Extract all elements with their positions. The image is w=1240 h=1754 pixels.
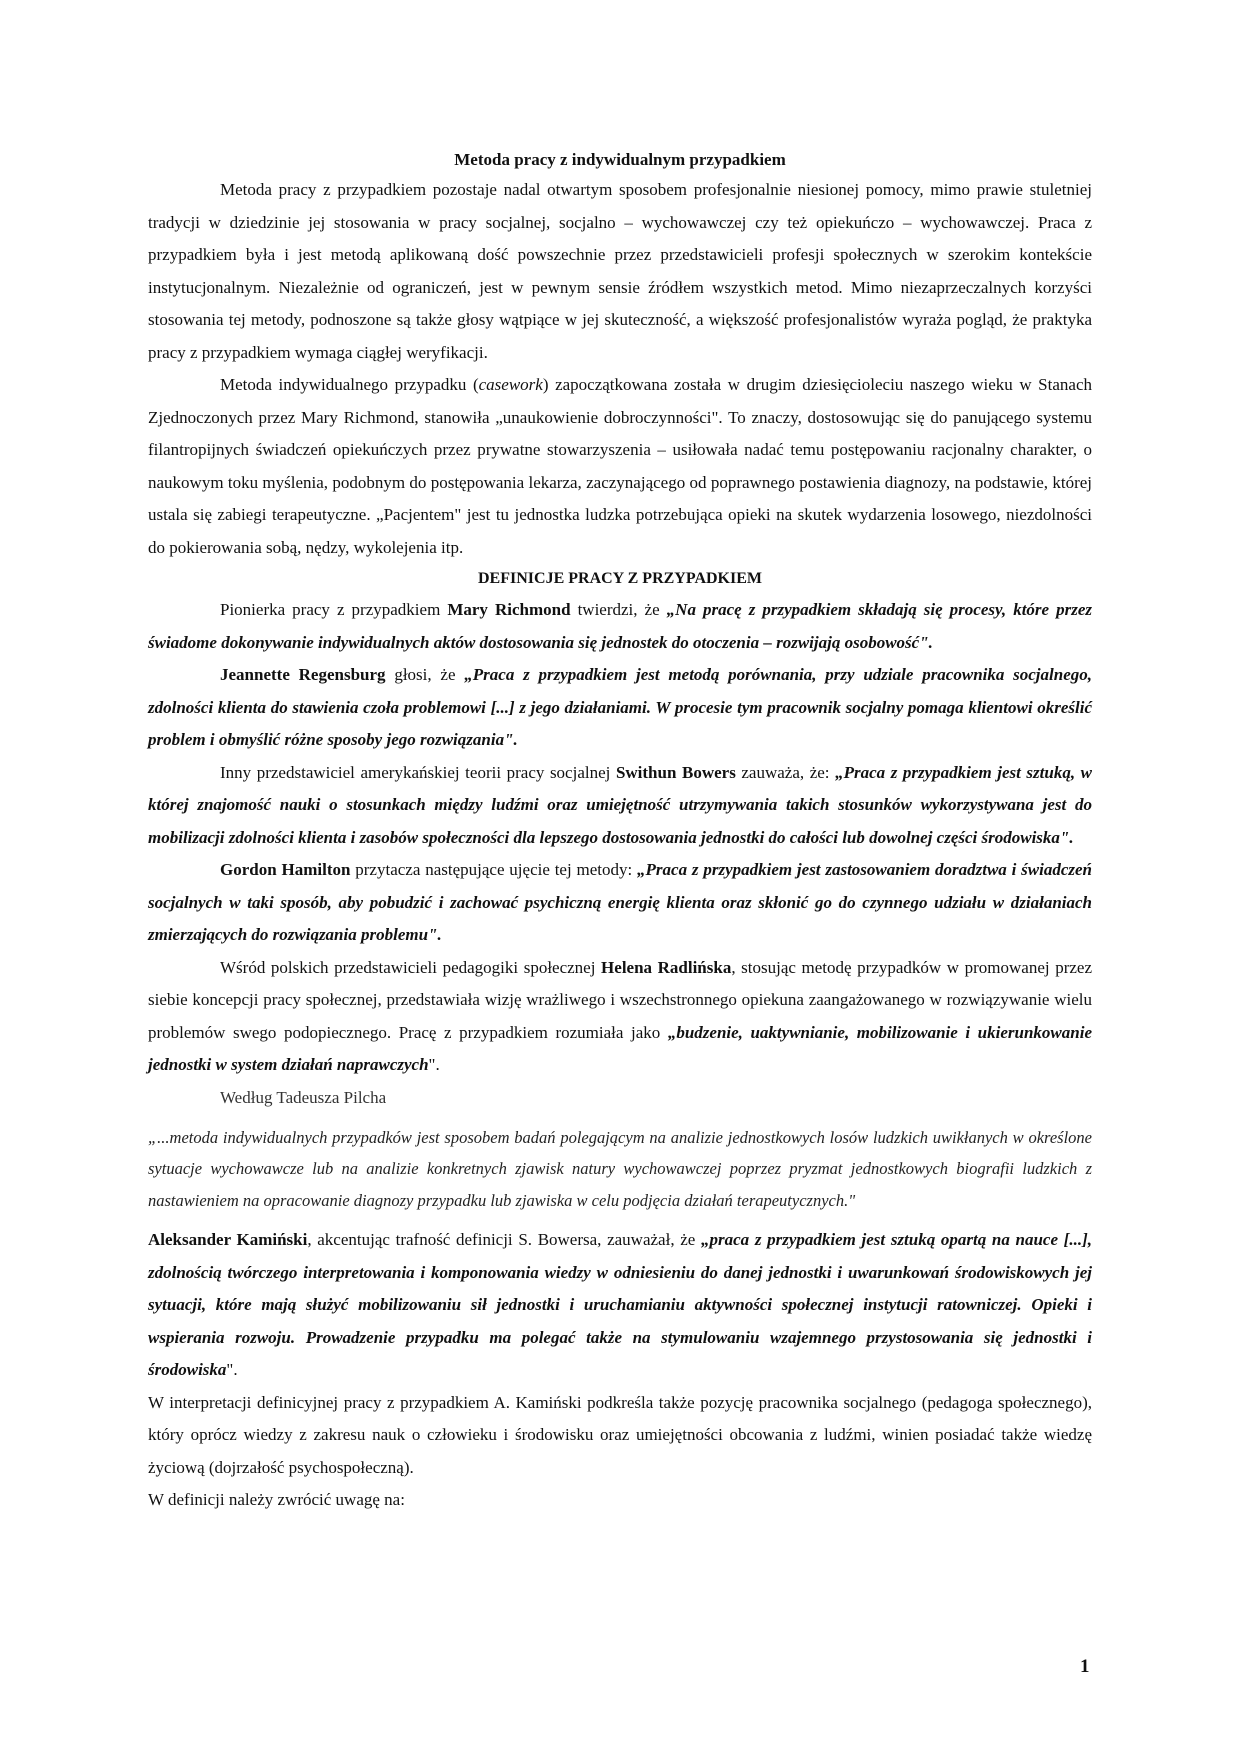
- author-name: Jeannette Regensburg: [220, 665, 386, 684]
- definition-quote: „Praca z przypadkiem jest sztuką, w której znajomość nauki o stosunkach między ludźmi oraz umiejętność utrzymywania takich stosunków wykorzystywana jest do mobilizacji zdolności klienta i zasobów społeczności dla lepszego dostosowania jednostki do całości lub dowolnej części środowiska".: [148, 762, 1092, 847]
- pilch-quote: „...metoda indywidualnych przypadków jest sposobem badań polegającym na analizie jednostkowych losów ludzkich uwikłanych w określone sytuacje wychowawcze lub na analizie konkretnych zjawisk natury wychowawczej poprzez pryzmat jednostkowych biografii ludzkich z nastawieniem na opracowanie diagnozy przypadku lub zjawiska w celu podjęcia działań terapeutycznych.": [148, 1127, 1092, 1210]
- paragraph-interpretation: W interpretacji definicyjnej pracy z przypadkiem A. Kamiński podkreśla także pozycję pracownika socjalnego (pedagoga społecznego), który oprócz wiedzy z zakresu nauk o człowieku i środowisku oraz umiejętności obcowania z ludźmi, winien posiadać także wiedzę życiową (dojrzałość psychospołeczną).: [148, 1392, 1092, 1477]
- definition-quote: „praca z przypadkiem jest sztuką opartą na nauce [...], zdolnością twórczego interpretowania i komponowania wiedzy w odniesieniu do danej jednostki i uwarunkowań środowiskowych jej sytuacji, które mają służyć mobilizowaniu sił jednostki i uruchamianiu aktywności społecznej instytucji ratowniczej. Opieki i wspierania rozwoju. Prowadzenie przypadku ma polegać także na stymulowaniu wzajemnego przystosowania się jednostki i środowiska: [148, 1230, 1093, 1379]
- document-page: [148, 148, 1092, 1517]
- section-heading-definitions: DEFINICJE PRACY Z PRZYPADKIEM: [478, 570, 762, 587]
- attribution-pilch: Według Tadeusza Pilcha: [220, 1087, 387, 1107]
- paragraph-richmond: Pionierka pracy z przypadkiem Mary Richmond twierdzi, że „Na pracę z przypadkiem składają się procesy, które przez świadome dokonywanie indywidualnych aktów dostosowania się jednostek do otoczenia – rozwijają osobowość".: [148, 600, 1092, 652]
- document-title: Metoda pracy z indywidualnym przypadkiem: [454, 150, 786, 169]
- page-number: 1: [1080, 1656, 1090, 1677]
- paragraph-kaminski: Aleksander Kamiński, akcentując trafność definicji S. Bowersa, zauważał, że „praca z przypadkiem jest sztuką opartą na nauce [...], zdolnością twórczego interpretowania i komponowania wiedzy w odniesieniu do danej jednostki i uwarunkowań środowiskowych jej sytuacji, które mają służyć mobilizowaniu sił jednostki i uruchamianiu aktywności społecznej instytucji ratowniczej. Opieki i wspierania rozwoju. Prowadzenie przypadku ma polegać także na stymulowaniu wzajemnego przystosowania się jednostki i środowiska".: [148, 1230, 1093, 1379]
- author-name: Aleksander Kamiński: [148, 1230, 308, 1249]
- paragraph-intro: Metoda pracy z przypadkiem pozostaje nadal otwartym sposobem profesjonalnie niesionej pomocy, mimo prawie stuletniej tradycji w dziedzinie jej stosowania w pracy socjalnej, socjalno – wychowawczej czy też opiekuńczo – wychowawczej. Praca z przypadkiem była i jest metodą aplikowaną dość powszechnie przez przedstawicieli profesji społecznych w szerokim kontekście instytucjonalnym. Niezależnie od ograniczeń, jest w pewnym sensie źródłem wszystkich metod. Mimo niezaprzeczalnych korzyści stosowania tej metody, podnoszone są także głosy wątpiące w jej skuteczność, a większość profesjonalistów wyraża pogląd, że praktyka pracy z przypadkiem wymaga ciągłej weryfikacji.: [148, 180, 1092, 362]
- paragraph-casework: Metoda indywidualnego przypadku (casework) zapoczątkowana została w drugim dziesięcioleciu naszego wieku w Stanach Zjednoczonych przez Mary Richmond, stanowiła „unaukowienie dobroczynności". To znaczy, dostosowując się do panującego systemu filantropijnych świadczeń opiekuńczych przez prywatne stowarzyszenia – usiłowała nadać temu postępowaniu racjonalny charakter, o naukowym toku myślenia, podobnym do postępowania lekarza, zaczynającego od poprawnego postawienia diagnozy, na podstawie, której ustala się zabiegi terapeutyczne. „Pacjentem" jest tu jednostka ludzka potrzebująca opieki na skutek wydarzenia losowego, niezdolności do pokierowania sobą, nędzy, wykolejenia itp.: [148, 375, 1092, 557]
- author-name: Swithun Bowers: [615, 762, 736, 782]
- paragraph-radlinska: Wśród polskich przedstawicieli pedagogiki społecznej Helena Radlińska, stosując metodę przypadków w promowanej przez siebie koncepcji pracy społecznej, przedstawiała wizję wrażliwego i wszechstronnego opiekuna zaangażowanego w rozwiązywanie wielu problemów swego podopiecznego. Pracę z przypadkiem rozumiała jako „budzenie, uaktywnianie, mobilizowanie i ukierunkowanie jednostki w system działań naprawczych".: [148, 957, 1093, 1074]
- paragraph-regensburg: Jeannette Regensburg głosi, że „Praca z przypadkiem jest metodą porównania, przy udziale pracownika socjalnego, zdolności klienta do stawienia czoła problemowi [...] z jego działaniami. W procesie tym pracownik socjalny pomaga klientowi określić problem i obmyślić różne sposoby jego rozwiązania".: [148, 665, 1092, 749]
- paragraph-definition-note: W definicji należy zwrócić uwagę na:: [148, 1490, 405, 1509]
- definition-quote: „budzenie, uaktywnianie, mobilizowanie i ukierunkowanie jednostki w system działań naprawczych: [148, 1022, 1092, 1074]
- definition-quote: „Praca z przypadkiem jest zastosowaniem doradztwa i świadczeń socjalnych w taki sposób, aby pobudzić i zachować psychiczną energię klienta oraz skłonić go do czynnego udziału w działaniach zmierzających do rozwiązania problemu".: [148, 860, 1093, 944]
- definition-quote: „Praca z przypadkiem jest metodą porównania, przy udziale pracownika socjalnego, zdolności klienta do stawienia czoła problemowi [...] z jego działaniami. W procesie tym pracownik socjalny pomaga klientowi określić problem i obmyślić różne sposoby jego rozwiązania".: [148, 665, 1092, 749]
- paragraph-bowers: Inny przedstawiciel amerykańskiej teorii pracy socjalnej Swithun Bowers zauważa, że: „Praca z przypadkiem jest sztuką, w której znajomość nauki o stosunkach między ludźmi oraz umiejętność utrzymywania takich stosunków wykorzystywana jest do mobilizacji zdolności klienta i zasobów społeczności dla lepszego dostosowania jednostki do całości lub dowolnej części środowiska".: [148, 762, 1092, 847]
- author-name: Helena Radlińska: [601, 957, 732, 977]
- casework-term: casework: [478, 375, 543, 394]
- definition-quote: „Na pracę z przypadkiem składają się procesy, które przez świadome dokonywanie indywidualnych aktów dostosowania się jednostek do otoczenia – rozwijają osobowość".: [148, 600, 1092, 652]
- paragraph-hamilton: Gordon Hamilton przytacza następujące ujęcie tej metody: „Praca z przypadkiem jest zastosowaniem doradztwa i świadczeń socjalnych w taki sposób, aby pobudzić i zachować psychiczną energię klienta oraz skłonić go do czynnego udziału w działaniach zmierzających do rozwiązania problemu".: [148, 860, 1093, 944]
- author-name: Gordon Hamilton: [220, 860, 351, 879]
- author-name: Mary Richmond: [447, 600, 571, 619]
